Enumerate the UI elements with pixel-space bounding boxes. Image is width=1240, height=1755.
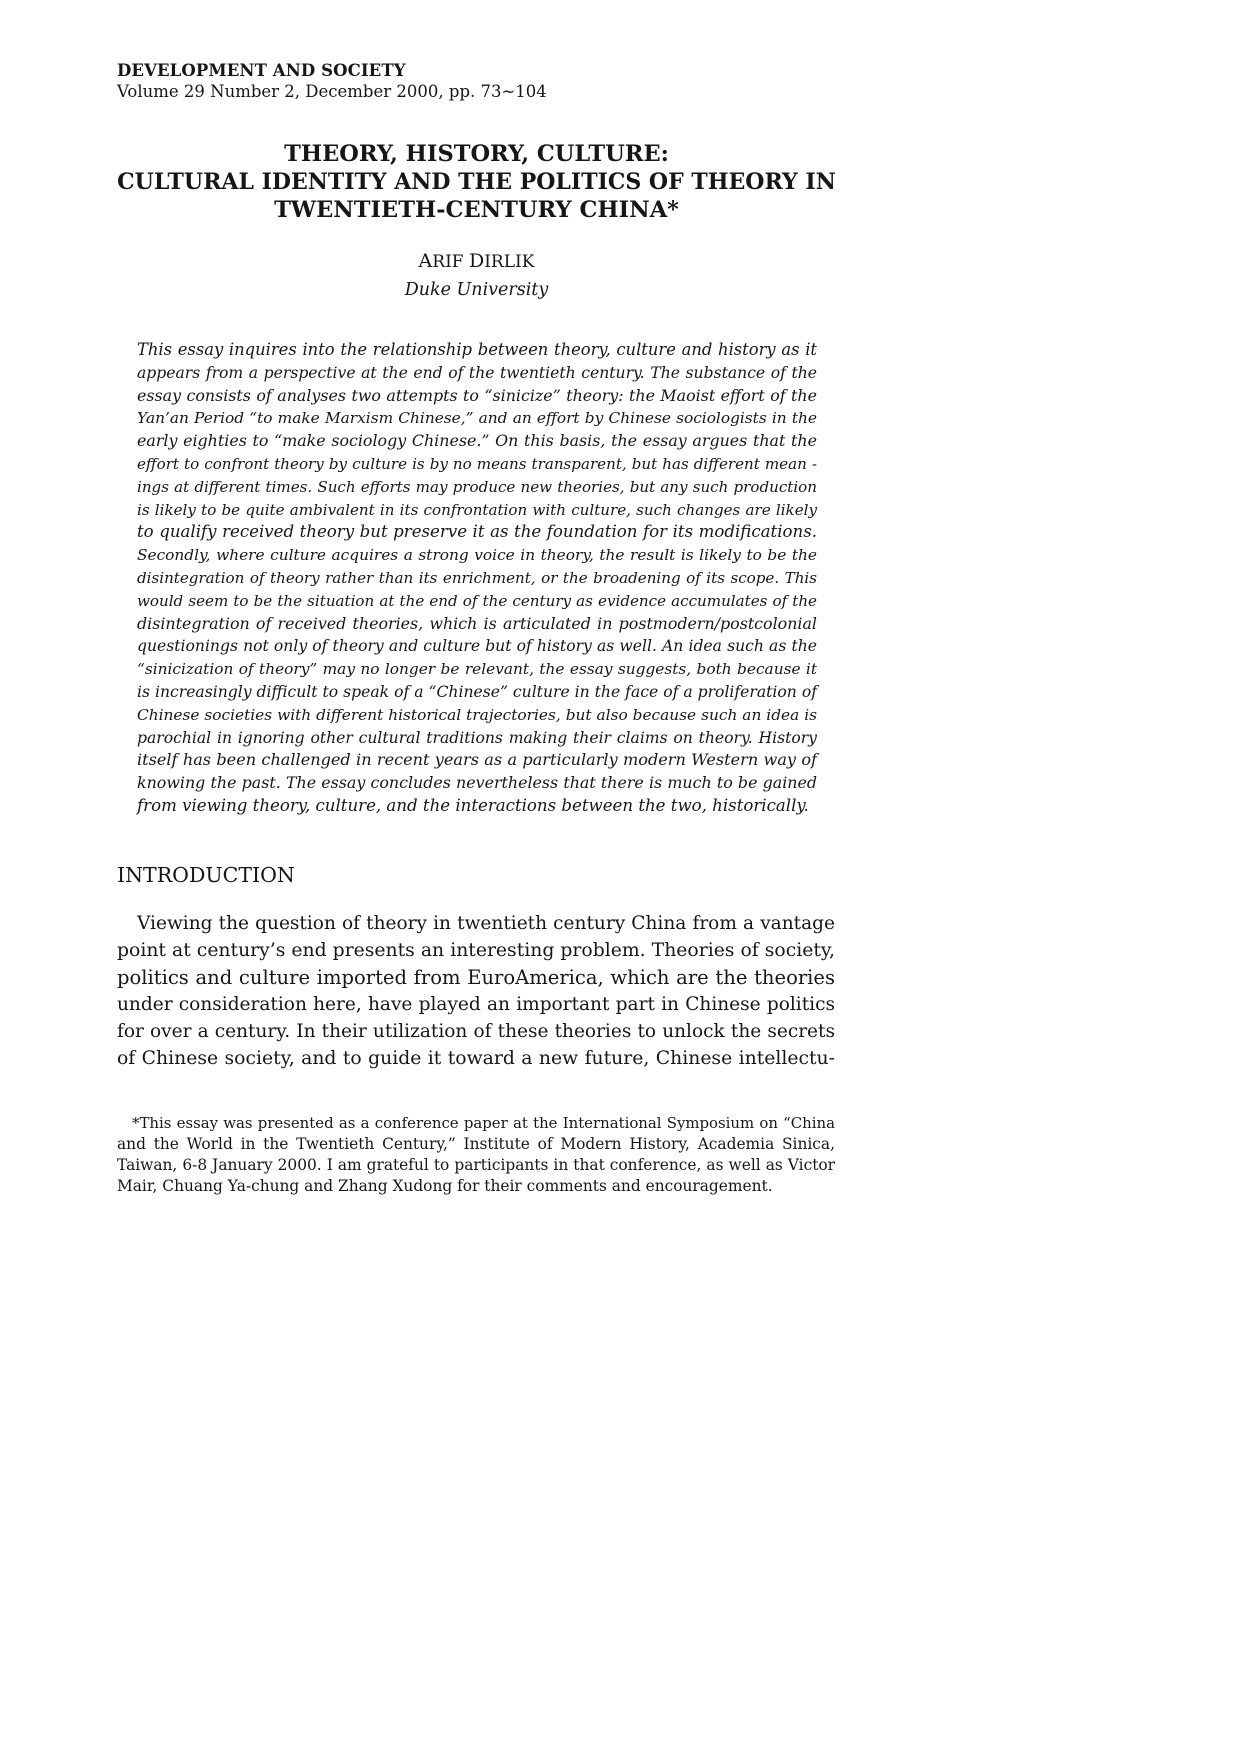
abstract-line: disintegration of theory rather than its enrichment, or the broadening of its scope. This (137, 568, 817, 587)
abstract-line: from viewing theory, culture, and the interactions between the two, historically. (137, 795, 809, 815)
title-line: CULTURAL IDENTITY AND THE POLITICS OF THEORY IN (117, 169, 836, 195)
paragraph-line: under consideration here, have played an important part in Chinese politics (117, 994, 835, 1015)
paragraph-line: point at century’s end presents an interesting problem. Theories of society, (117, 940, 835, 961)
introduction-paragraph (117, 910, 835, 1072)
abstract-line: to qualify received theory but preserve it as the foundation for its modifications. (137, 522, 817, 542)
abstract-line: questionings not only of theory and culture but of history as well. An idea such as the (137, 637, 817, 656)
abstract-line: disintegration of received theories, which is articulated in postmodern/postcolonial (137, 613, 817, 633)
abstract (137, 339, 817, 818)
title-line: TWENTIETH-CENTURY CHINA* (274, 197, 679, 223)
footnote-line: Taiwan, 6-8 January 2000. I am grateful to participants in that conference, as well as Victor (117, 1156, 835, 1174)
author-last-rest: IRLIK (484, 252, 535, 272)
journal-issue: Volume 29 Number 2, December 2000, pp. 73~104 (117, 82, 547, 101)
author-first-initial: A (418, 250, 433, 272)
abstract-line: Secondly, where culture acquires a strong voice in theory, the result is likely to be the (137, 546, 817, 565)
abstract-line: knowing the past. The essay concludes nevertheless that there is much to be gained (137, 773, 817, 793)
journal-header (117, 60, 547, 102)
abstract-line: would seem to be the situation at the end of the century as evidence accumulates of the (137, 591, 817, 610)
abstract-line: is likely to be quite ambivalent in its confrontation with culture, such changes are likely (137, 500, 817, 519)
abstract-line: itself has been challenged in recent years as a particularly modern Western way of (137, 750, 817, 770)
footnote (117, 1113, 835, 1197)
section-heading: INTRODUCTION (117, 863, 295, 887)
abstract-line: “sinicization of theory” may no longer be relevant, the essay suggests, both because it (137, 660, 817, 679)
abstract-line: Yan’an Period “to make Marxism Chinese,” and an effort by Chinese sociologists in the (137, 409, 817, 428)
author-last-initial: D (468, 250, 485, 272)
abstract-line: ings at different times. Such efforts may produce new theories, but any such production (137, 477, 817, 496)
abstract-line: essay consists of analyses two attempts to “sinicize” theory: the Maoist effort of the (137, 385, 817, 405)
abstract-line: early eighties to “make sociology Chinese.” On this basis, the essay argues that the (137, 431, 817, 451)
paragraph-line: of Chinese society, and to guide it toward a new future, Chinese intellectu- (117, 1048, 835, 1069)
footnote-line: Mair, Chuang Ya-chung and Zhang Xudong for their comments and encouragement. (117, 1177, 773, 1195)
paragraph-line: politics and culture imported from EuroAmerica, which are the theories (117, 966, 835, 989)
footnote-line: *This essay was presented as a conference paper at the International Symposium on “China (132, 1114, 835, 1132)
abstract-line: effort to confront theory by culture is by no means transparent, but has different mean - (137, 454, 817, 473)
author-affiliation: Duke University (404, 280, 549, 300)
abstract-line: This essay inquires into the relationship between theory, culture and history as it (137, 340, 817, 359)
paragraph-line: for over a century. In their utilization of these theories to unlock the secrets (117, 1021, 835, 1042)
article-title (117, 140, 836, 224)
paragraph-line: Viewing the question of theory in twentieth century China from a vantage (137, 913, 835, 934)
abstract-line: Chinese societies with different historical trajectories, but also because such an idea is (137, 705, 817, 724)
author-first-rest: RIF (432, 252, 464, 272)
author-name (117, 250, 836, 273)
journal-name: DEVELOPMENT AND SOCIETY (117, 61, 406, 80)
abstract-line: appears from a perspective at the end of the twentieth century. The substance of the (137, 363, 817, 382)
footnote-line: and the World in the Twentieth Century,” Institute of Modern History, Academia Sinica, (117, 1135, 835, 1153)
title-line: THEORY, HISTORY, CULTURE: (284, 141, 669, 167)
abstract-line: is increasingly difficult to speak of a “Chinese” culture in the face of a proliferation of (137, 682, 817, 701)
abstract-line: parochial in ignoring other cultural traditions making their claims on theory. History (137, 728, 817, 747)
